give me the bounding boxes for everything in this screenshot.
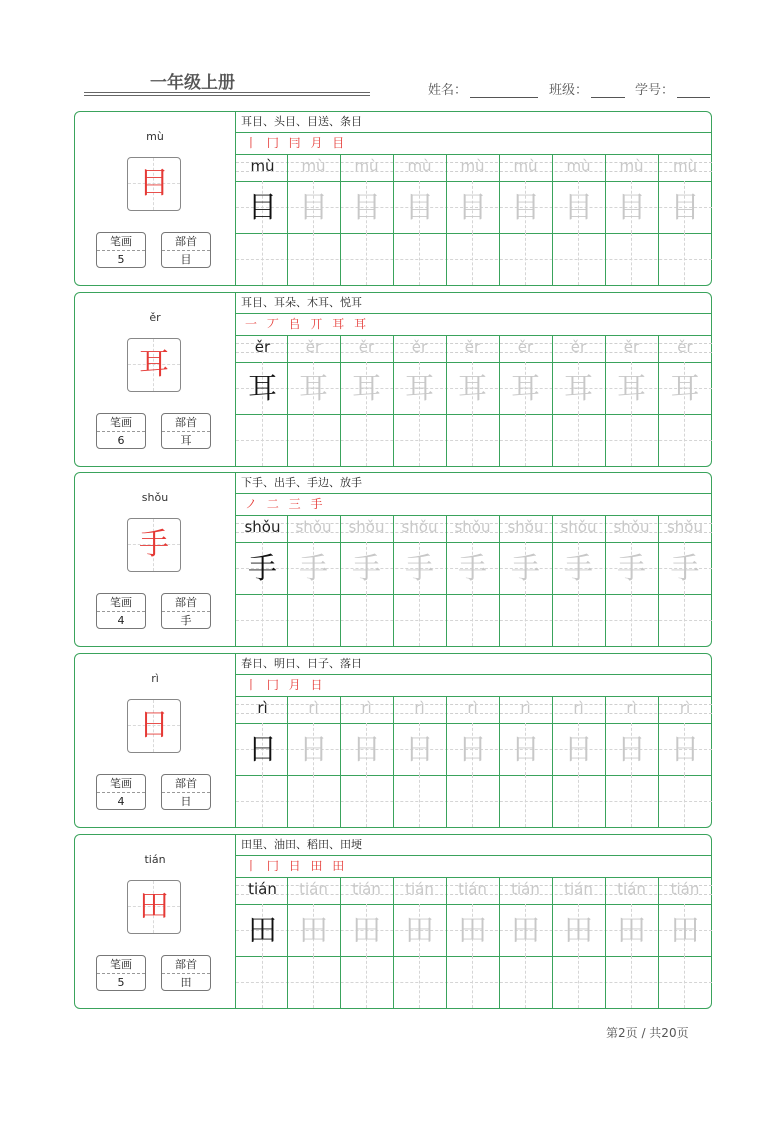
empty-practice-row[interactable] — [236, 440, 712, 441]
char-info-panel — [75, 835, 236, 1008]
trace-cell[interactable]: 目 — [247, 190, 277, 224]
char-card — [74, 111, 712, 286]
page-header — [0, 0, 784, 110]
trace-cell[interactable]: 耳 — [616, 371, 646, 405]
stroke-count: 5 — [117, 976, 125, 989]
practice-grid — [236, 154, 712, 285]
pinyin-cell[interactable]: ěr — [517, 338, 534, 356]
pinyin-cell[interactable]: mù — [354, 157, 379, 175]
radical-label: 部首 — [162, 775, 210, 793]
trace-cell[interactable]: 手 — [298, 551, 328, 585]
trace-cell[interactable]: 日 — [670, 732, 700, 766]
char-card — [74, 653, 712, 828]
pinyin-cell[interactable]: ěr — [411, 338, 428, 356]
pinyin-row — [236, 515, 712, 542]
pinyin-cell[interactable]: shǒu — [348, 518, 385, 536]
pinyin-cell[interactable]: rì — [467, 699, 478, 717]
stroke-order: 一 丆 𠂤 丌 耳 耳 — [245, 317, 370, 331]
radical-value: 日 — [180, 795, 192, 808]
stroke-order: ノ 二 三 手 — [245, 497, 326, 511]
pinyin-cell[interactable]: rì — [308, 699, 319, 717]
pinyin-cell[interactable]: ěr — [358, 338, 375, 356]
stroke-order: 丨 冂 冃 月 目 — [245, 136, 348, 150]
pinyin-cell[interactable]: ěr — [254, 338, 271, 356]
pinyin-cell[interactable]: rì — [573, 699, 584, 717]
pinyin-cell[interactable]: shǒu — [295, 518, 332, 536]
radical-box — [161, 593, 211, 629]
trace-cell[interactable]: 手 — [457, 551, 487, 585]
pinyin-cell[interactable]: tián — [299, 880, 328, 898]
radical-value: 田 — [180, 976, 192, 989]
trace-cell[interactable]: 手 — [510, 551, 540, 585]
stroke-count: 4 — [117, 614, 125, 627]
practice-grid — [236, 515, 712, 646]
stroke-count-box — [96, 774, 146, 810]
stroke-label: 笔画 — [97, 594, 145, 612]
trace-cell[interactable]: 耳 — [563, 371, 593, 405]
pinyin-cell[interactable]: tián — [405, 880, 434, 898]
id-field[interactable] — [635, 79, 710, 98]
char-info-panel — [75, 293, 236, 466]
pinyin-cell[interactable]: tián — [248, 880, 277, 898]
name-label: 姓名： — [428, 83, 468, 98]
pinyin-cell[interactable]: ěr — [570, 338, 587, 356]
pinyin-cell[interactable]: tián — [352, 880, 381, 898]
pinyin-cell[interactable]: rì — [257, 699, 268, 717]
pinyin-row — [236, 877, 712, 904]
empty-practice-row[interactable] — [236, 259, 712, 260]
char-card — [74, 834, 712, 1009]
practice-grid — [236, 877, 712, 1008]
pinyin-cell[interactable]: ěr — [677, 338, 693, 356]
trace-cell[interactable]: 田 — [510, 913, 540, 947]
page-number: 第2页 / 共20页 — [606, 1026, 689, 1040]
stroke-order: 丨 冂 月 日 — [245, 678, 326, 692]
char-display-box — [127, 157, 181, 211]
trace-cell[interactable]: 耳 — [351, 371, 381, 405]
pinyin-cell[interactable]: shǒu — [613, 518, 650, 536]
char-display: 手 — [139, 527, 169, 562]
trace-cell[interactable]: 田 — [404, 913, 434, 947]
trace-cell[interactable]: 日 — [298, 732, 328, 766]
pinyin-row — [236, 696, 712, 723]
stroke-count-box — [96, 955, 146, 991]
example-words: 耳目、头目、目送、条目 — [241, 115, 362, 128]
char-display-box — [127, 699, 181, 753]
trace-cell[interactable]: 田 — [616, 913, 646, 947]
pinyin-cell[interactable]: tián — [564, 880, 593, 898]
class-label: 班级： — [549, 83, 589, 98]
pinyin-cell[interactable]: shǒu — [401, 518, 438, 536]
trace-cell[interactable]: 目 — [563, 190, 593, 224]
radical-box — [161, 413, 211, 449]
char-card — [74, 292, 712, 467]
stroke-label: 笔画 — [97, 956, 145, 974]
id-label: 学号： — [635, 83, 675, 98]
trace-cell[interactable]: 日 — [247, 732, 277, 766]
radical-label: 部首 — [162, 956, 210, 974]
pinyin-cell[interactable]: mù — [513, 157, 538, 175]
practice-grid — [236, 335, 712, 466]
pinyin-cell[interactable]: shǒu — [244, 518, 281, 536]
pinyin-row — [236, 154, 712, 181]
id-blank[interactable] — [677, 83, 710, 98]
trace-cell[interactable]: 目 — [616, 190, 646, 224]
trace-cell[interactable]: 日 — [457, 732, 487, 766]
trace-cell[interactable]: 日 — [404, 732, 434, 766]
char-pinyin: rì — [151, 672, 159, 685]
empty-practice-row[interactable] — [236, 982, 712, 983]
title-underline — [84, 92, 370, 93]
char-display: 耳 — [139, 347, 169, 382]
stroke-count: 4 — [117, 795, 125, 808]
char-pinyin: tián — [144, 853, 166, 866]
stroke-count: 6 — [117, 434, 125, 447]
pinyin-cell[interactable]: tián — [617, 880, 646, 898]
trace-cell[interactable]: 手 — [404, 551, 434, 585]
radical-value: 耳 — [180, 434, 192, 447]
char-info-panel — [75, 654, 236, 827]
example-words: 春日、明日、日子、落日 — [241, 657, 362, 670]
trace-cell[interactable]: 目 — [351, 190, 381, 224]
example-words: 田里、油田、稻田、田埂 — [241, 838, 362, 851]
example-words: 耳目、耳朵、木耳、悦耳 — [241, 296, 362, 309]
pinyin-cell[interactable]: tián — [670, 880, 700, 898]
trace-cell[interactable]: 手 — [563, 551, 593, 585]
trace-cell[interactable]: 手 — [616, 551, 646, 585]
trace-cell[interactable]: 耳 — [457, 371, 487, 405]
name-field[interactable] — [428, 79, 538, 98]
trace-cell[interactable]: 田 — [457, 913, 487, 947]
pinyin-row — [236, 335, 712, 362]
radical-label: 部首 — [162, 233, 210, 251]
stroke-label: 笔画 — [97, 414, 145, 432]
title-underline-2 — [84, 95, 370, 96]
trace-row — [236, 181, 712, 233]
trace-cell[interactable]: 目 — [457, 190, 487, 224]
practice-grid — [236, 696, 712, 827]
pinyin-cell[interactable]: rì — [626, 699, 637, 717]
char-pinyin: ěr — [149, 311, 161, 324]
pinyin-cell[interactable]: rì — [520, 699, 531, 717]
practice-area — [236, 654, 712, 827]
trace-cell[interactable]: 日 — [510, 732, 540, 766]
pinyin-cell[interactable]: rì — [679, 699, 691, 717]
radical-label: 部首 — [162, 414, 210, 432]
page-title: 一年级上册 — [150, 73, 235, 93]
char-pinyin: mù — [146, 130, 164, 143]
trace-cell[interactable]: 田 — [298, 913, 328, 947]
trace-cell[interactable]: 田 — [247, 913, 277, 947]
pinyin-cell[interactable]: rì — [414, 699, 425, 717]
stroke-count-box — [96, 593, 146, 629]
pinyin-cell[interactable]: ěr — [623, 338, 640, 356]
char-display-box — [127, 518, 181, 572]
trace-cell[interactable]: 耳 — [404, 371, 434, 405]
name-blank[interactable] — [470, 83, 538, 98]
pinyin-cell[interactable]: tián — [458, 880, 487, 898]
char-display-box — [127, 880, 181, 934]
example-words: 下手、出手、手边、放手 — [241, 476, 362, 489]
trace-cell[interactable]: 目 — [670, 190, 700, 224]
trace-cell[interactable]: 日 — [351, 732, 381, 766]
trace-row — [236, 362, 712, 414]
pinyin-cell[interactable]: mù — [460, 157, 485, 175]
trace-cell[interactable]: 耳 — [510, 371, 540, 405]
trace-cell[interactable]: 手 — [670, 551, 700, 585]
radical-value: 手 — [180, 614, 192, 627]
char-info-panel — [75, 112, 236, 285]
trace-cell[interactable]: 手 — [247, 551, 277, 585]
practice-area — [236, 473, 712, 646]
trace-row — [236, 542, 712, 594]
pinyin-cell[interactable]: shǒu — [454, 518, 491, 536]
stroke-order: 丨 冂 日 田 田 — [245, 859, 348, 873]
pinyin-cell[interactable]: mù — [301, 157, 326, 175]
stroke-count: 5 — [117, 253, 125, 266]
pinyin-cell[interactable]: tián — [511, 880, 540, 898]
stroke-label: 笔画 — [97, 775, 145, 793]
trace-cell[interactable]: 田 — [670, 913, 700, 947]
trace-row — [236, 723, 712, 775]
char-pinyin: shǒu — [141, 491, 169, 504]
class-blank[interactable] — [591, 83, 625, 98]
stroke-count-box — [96, 413, 146, 449]
trace-cell[interactable]: 田 — [563, 913, 593, 947]
char-display: 田 — [139, 889, 169, 924]
practice-area — [236, 835, 712, 1008]
radical-box — [161, 774, 211, 810]
pinyin-cell[interactable]: ěr — [464, 338, 481, 356]
radical-box — [161, 232, 211, 268]
pinyin-cell[interactable]: ěr — [305, 338, 322, 356]
empty-practice-row[interactable] — [236, 801, 712, 802]
trace-cell[interactable]: 田 — [351, 913, 381, 947]
trace-cell[interactable]: 耳 — [247, 371, 277, 405]
practice-area — [236, 293, 712, 466]
pinyin-cell[interactable]: mù — [407, 157, 432, 175]
trace-cell[interactable]: 日 — [563, 732, 593, 766]
stroke-count-box — [96, 232, 146, 268]
pinyin-cell[interactable]: shǒu — [507, 518, 544, 536]
trace-cell[interactable]: 手 — [351, 551, 381, 585]
pinyin-cell[interactable]: mù — [672, 157, 698, 175]
trace-cell[interactable]: 目 — [404, 190, 434, 224]
trace-cell[interactable]: 耳 — [298, 371, 328, 405]
pinyin-cell[interactable]: shǒu — [666, 518, 703, 536]
char-card — [74, 472, 712, 647]
trace-row — [236, 904, 712, 956]
pinyin-cell[interactable]: mù — [619, 157, 644, 175]
class-field[interactable] — [549, 79, 625, 98]
pinyin-cell[interactable]: mù — [250, 157, 275, 175]
trace-cell[interactable]: 目 — [510, 190, 540, 224]
pinyin-cell[interactable]: mù — [566, 157, 591, 175]
pinyin-cell[interactable]: shǒu — [560, 518, 597, 536]
practice-area — [236, 112, 712, 285]
radical-value: 目 — [180, 253, 192, 266]
empty-practice-row[interactable] — [236, 620, 712, 621]
trace-cell[interactable]: 日 — [616, 732, 646, 766]
stroke-label: 笔画 — [97, 233, 145, 251]
trace-cell[interactable]: 目 — [298, 190, 328, 224]
char-display: 日 — [139, 708, 169, 743]
radical-box — [161, 955, 211, 991]
trace-cell[interactable]: 耳 — [670, 371, 700, 405]
pinyin-cell[interactable]: rì — [361, 699, 372, 717]
radical-label: 部首 — [162, 594, 210, 612]
char-display: 目 — [139, 166, 169, 201]
char-info-panel — [75, 473, 236, 646]
char-display-box — [127, 338, 181, 392]
